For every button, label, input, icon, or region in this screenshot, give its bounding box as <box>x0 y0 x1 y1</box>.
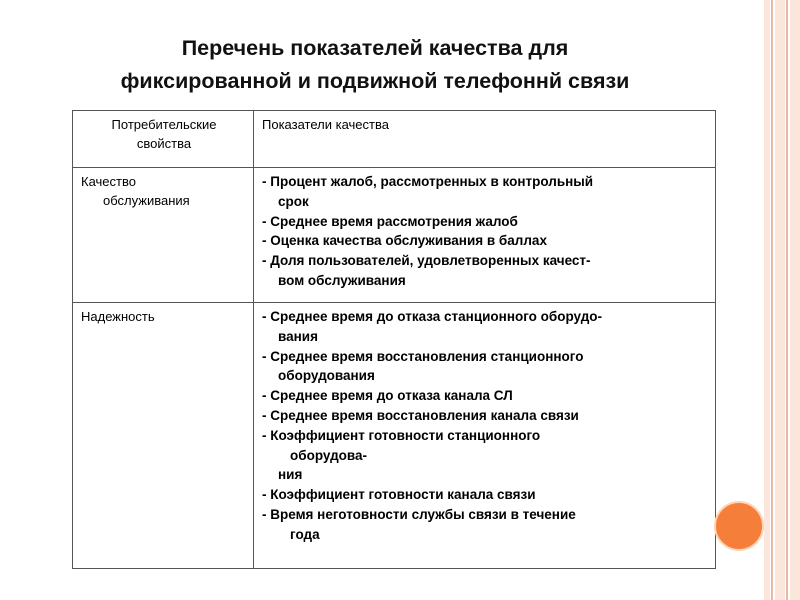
indicators-cell-service-quality <box>254 168 716 303</box>
decorative-stripe-5 <box>790 0 800 600</box>
property-line: Надежность <box>81 309 155 324</box>
slide-title-line-1: Перечень показателей качества для <box>181 36 569 60</box>
indicator-line: вания <box>278 328 318 344</box>
decorative-stripe-4 <box>786 0 788 600</box>
indicator-line: - Доля пользователей, удовлетворенных качест- <box>262 253 591 269</box>
table-row <box>73 168 716 303</box>
quality-indicators-table <box>72 110 716 569</box>
indicators-cell-reliability <box>254 303 716 569</box>
indicator-line: - Процент жалоб, рассмотренных в контрольный <box>262 174 594 189</box>
decorative-circle <box>714 501 764 551</box>
indicator-line: - Среднее время восстановления канала связи <box>262 407 579 423</box>
header-properties-line-1: Потребительские <box>111 117 217 132</box>
indicator-line: - Коэффициент готовности канала связи <box>262 487 536 503</box>
decorative-stripe-3 <box>775 0 785 600</box>
indicator-line: оборудова- <box>290 447 368 463</box>
table-header-row <box>73 111 716 168</box>
indicator-line: - Оценка качества обслуживания в баллах <box>262 233 547 249</box>
header-cell-properties <box>73 111 254 168</box>
slide-title-line-2: фиксированной и подвижной телефоннй связи <box>120 69 630 93</box>
indicator-line: ния <box>278 467 303 483</box>
property-line: обслуживания <box>103 193 190 208</box>
indicator-line: оборудования <box>278 368 375 384</box>
header-properties-line-2: свойства <box>136 136 192 151</box>
indicator-line: - Среднее время рассмотрения жалоб <box>262 213 518 229</box>
property-cell-reliability <box>73 303 254 569</box>
header-cell-indicators: Показатели качества <box>254 111 716 168</box>
property-cell-service-quality <box>73 168 254 303</box>
table-row <box>73 303 716 569</box>
decorative-stripe-1 <box>764 0 770 600</box>
decorative-stripe-2 <box>771 0 773 600</box>
indicator-line: - Среднее время до отказа канала СЛ <box>262 388 513 404</box>
indicator-line: срок <box>278 193 309 209</box>
indicator-line: - Коэффициент готовности станционного <box>262 427 541 443</box>
indicator-line: вом обслуживания <box>278 272 406 288</box>
indicator-line: - Время неготовности службы связи в течение <box>262 506 576 522</box>
indicator-line: года <box>290 526 320 542</box>
indicator-line: - Среднее время до отказа станционного оборудо- <box>262 309 603 324</box>
slide-title <box>30 32 720 98</box>
property-line: Качество <box>81 174 136 189</box>
indicator-line: - Среднее время восстановления станционного <box>262 348 584 364</box>
